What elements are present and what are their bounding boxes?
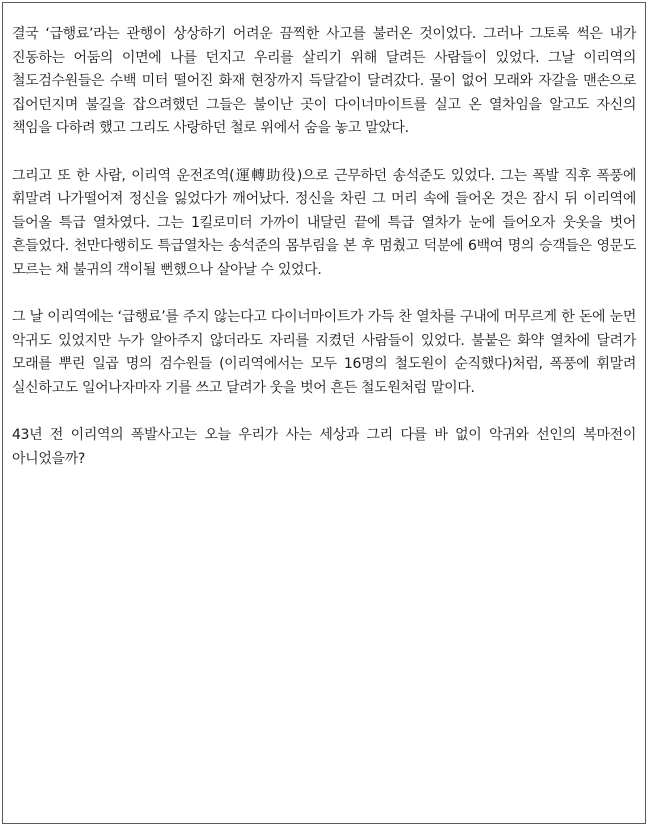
document-body [12,23,636,495]
paragraph-3: 그 날 이리역에는 ‘급행료’를 주지 않는다고 다이너마이트가 가득 찬 열차를 구내에 머무르게 한 돈에 눈먼 악귀도 있었지만 누가 알아주지 않더라도 자리를 지켰던 사람들이 있었다. 불붙은 화약 열차에 달려가 모래를 뿌린 일곱 명의 검수원들 (이리역에서는 모두 16명의 철도원이 순직했다)처럼, 폭풍에 휘말려 실신하고도 일어나자마자 기를 쓰고 달려가 웃을 벗어 흔든 철도원처럼 말이다. [12,309,636,396]
paragraph-1: 결국 ‘급행료’라는 관행이 상상하기 어려운 끔찍한 사고를 불러온 것이었다. 그러나 그토록 썩은 내가 진동하는 어둠의 이면에 나를 던지고 우리를 살리기 위해 달려든 사람들이 있었다. 그날 이리역의 철도검수원들은 수백 미터 떨어진 화재 현장까지 득달같이 달려갔다. 물이 없어 모래와 자갈을 맨손으로 집어던지며 불길을 잡으려했던 그들은 불이난 곳이 다이너마이트를 실고 온 열차임을 알고도 자신의 책임을 다하려 했고 그리도 사랑하던 철로 위에서 숨을 놓고 말았다. [12,26,636,137]
document-frame [2,2,646,824]
paragraph-4: 43년 전 이리역의 폭발사고는 오늘 우리가 사는 세상과 그리 다를 바 없이 악귀와 선인의 복마전이 아니었을까? [12,427,636,467]
paragraph-2: 그리고 또 한 사람, 이리역 운전조역(運轉助役)으로 근무하던 송석준도 있었다. 그는 폭발 직후 폭풍에 휘말려 나가떨어져 정신을 잃었다가 깨어났다. 정신을 차린 그 머리 속에 들어온 것은 잠시 뒤 이리역에 들어올 특급 열차였다. 그는 1킬로미터 가까이 내달린 끝에 특급 열차가 눈에 들어오자 웃옷을 벗어 흔들었다. 천만다행히도 특급열차는 송석준의 몸부림을 본 후 멈췄고 덕분에 6백여 명의 승객들은 영문도 모르는 채 불귀의 객이될 뻔했으나 살아날 수 있었다. [12,167,636,278]
